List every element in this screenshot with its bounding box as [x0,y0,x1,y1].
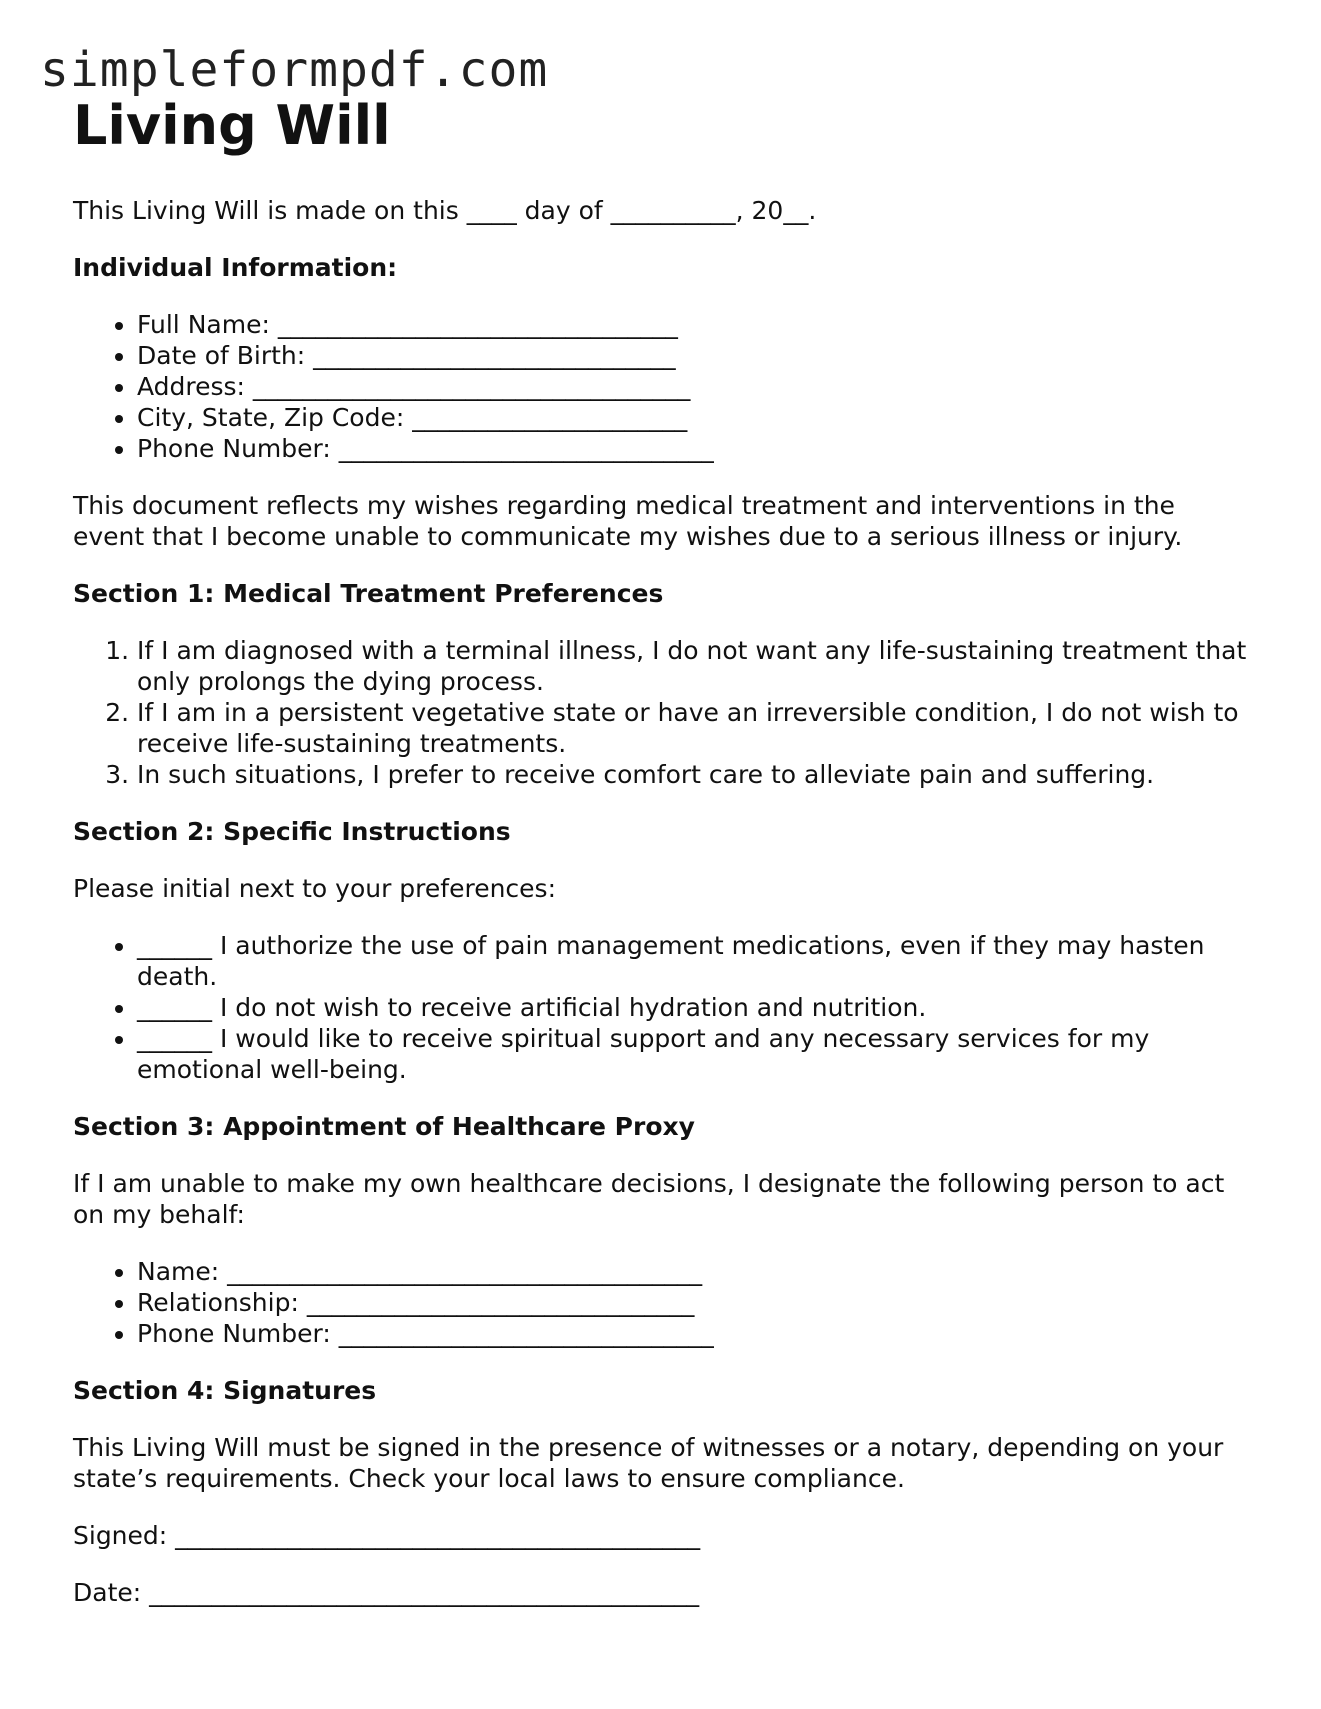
section-3-heading: Section 3: Appointment of Healthcare Proxy [73,1112,695,1141]
page-title: Living Will [73,94,391,157]
purpose-paragraph: This document reflects my wishes regarding medical treatment and interventions in the event that I become unable to communicate my wishes due to a serious illness or injury. [73,491,1183,551]
phone-number-field[interactable]: • Phone Number: ______________________________ [137,433,1253,464]
address-field[interactable]: • Address: ___________________________________ [137,371,1253,402]
proxy-fields [73,1256,1253,1349]
list-item: 2. If I am in a persistent vegetative state or have an irreversible condition, I do not wish to receive life-sustaining treatments. [137,697,1253,759]
watermark: simpleformpdf.com [40,42,549,98]
section-3-instruction: If I am unable to make my own healthcare decisions, I designate the following person to act on my behalf: [73,1169,1225,1229]
individual-fields [73,309,1253,464]
list-item: 3. In such situations, I prefer to receive comfort care to alleviate pain and suffering. [137,759,1253,790]
initial-item-hydration[interactable]: • ______ I do not wish to receive artificial hydration and nutrition. [137,992,1253,1023]
list-item: 1. If I am diagnosed with a terminal illness, I do not want any life-sustaining treatment that only prolongs the dying process. [137,635,1253,697]
proxy-phone-field[interactable]: • Phone Number: ______________________________ [137,1318,1253,1349]
full-name-field[interactable]: • Full Name: ________________________________ [137,309,1253,340]
proxy-name-field[interactable]: • Name: ______________________________________ [137,1256,1253,1287]
city-state-zip-field[interactable]: • City, State, Zip Code: ______________________ [137,402,1253,433]
section-2-heading: Section 2: Specific Instructions [73,817,511,846]
section-4-instruction: This Living Will must be signed in the presence of witnesses or a notary, depending on your state’s requirements. Check your local laws to ensure compliance. [73,1433,1224,1493]
section-2-instruction: Please initial next to your preferences: [73,874,556,903]
initial-item-pain-management[interactable]: • ______ I authorize the use of pain management medications, even if they may hasten death. [137,930,1253,992]
proxy-relationship-field[interactable]: • Relationship: _______________________________ [137,1287,1253,1318]
section-2-list [73,930,1253,1085]
signed-field[interactable]: Signed: __________________________________________ [73,1521,701,1550]
date-of-birth-field[interactable]: • Date of Birth: _____________________________ [137,340,1253,371]
individual-heading: Individual Information: [73,253,398,282]
intro-line: This Living Will is made on this ____ day of __________, 20__. [73,196,817,225]
initial-item-spiritual-support[interactable]: • ______ I would like to receive spiritual support and any necessary services for my emotional well-being. [137,1023,1253,1085]
document [73,94,1253,1634]
section-1-list [73,635,1253,790]
section-1-heading: Section 1: Medical Treatment Preferences [73,579,664,608]
date-field[interactable]: Date: ____________________________________________ [73,1578,700,1607]
section-4-heading: Section 4: Signatures [73,1376,377,1405]
